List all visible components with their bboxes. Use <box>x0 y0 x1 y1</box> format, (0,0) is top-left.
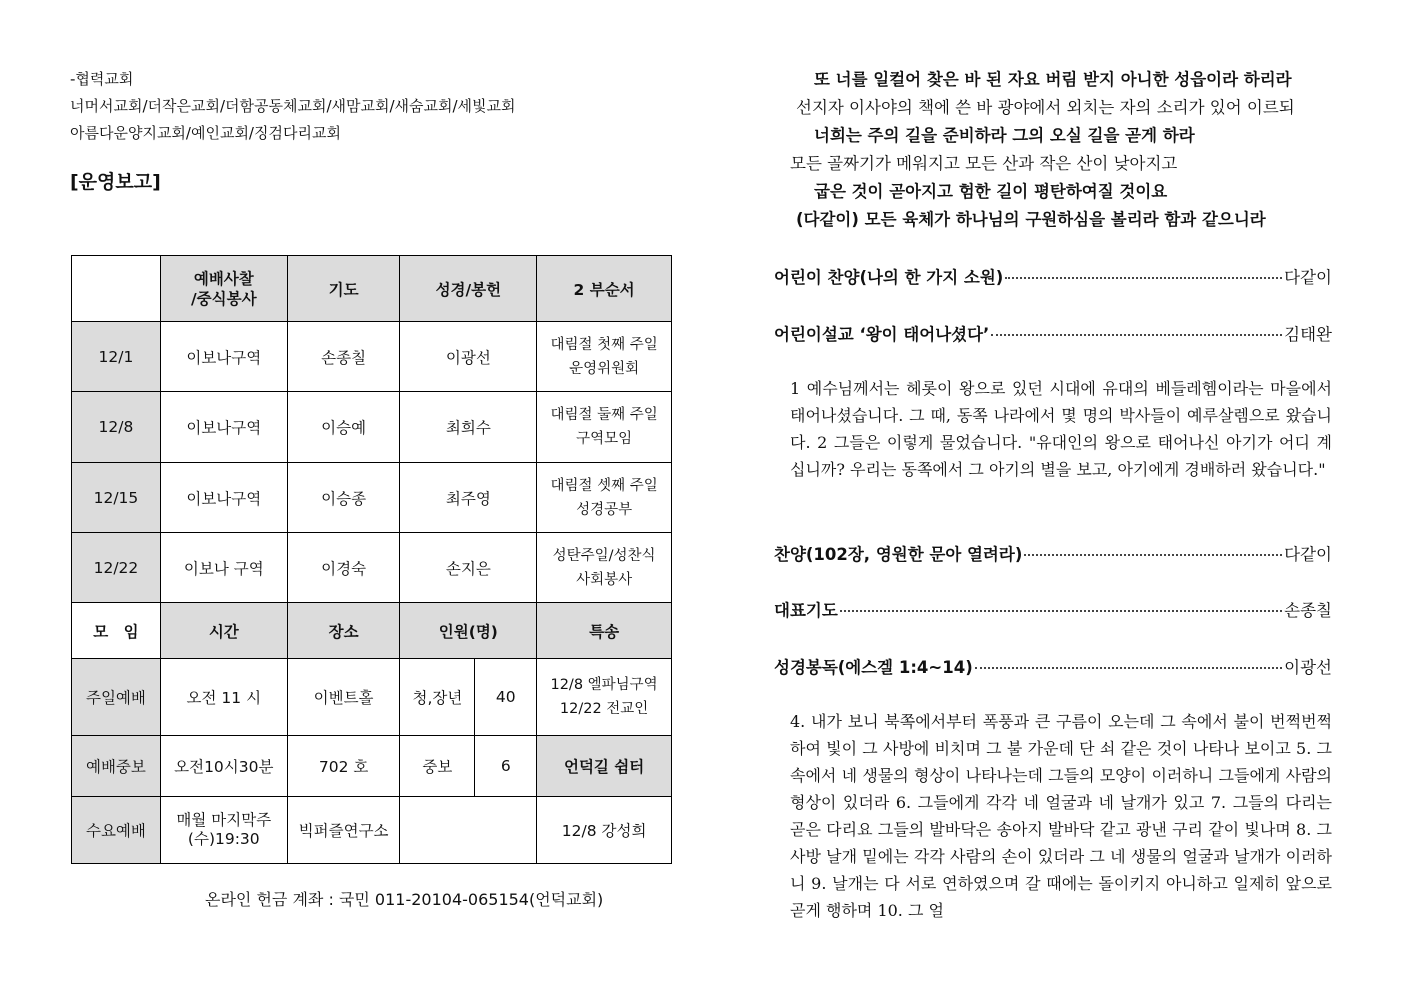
order-title: 어린이설교 ‘왕이 태어나셨다’ <box>774 325 990 344</box>
meeting-name: 예배중보 <box>72 736 161 797</box>
partners-line-2: 아름다운양지교회/예인교회/징검다리교회 <box>70 124 341 142</box>
left-page <box>70 66 680 194</box>
row-date: 12/8 <box>72 392 161 463</box>
verse-line: 너희는 주의 길을 준비하라 그의 오실 길을 곧게 하라 <box>814 126 1195 145</box>
row-service: 이보나 구역 <box>160 533 287 603</box>
row-bible: 손지은 <box>400 533 537 603</box>
order-item <box>774 654 1332 678</box>
row-order: 성탄주일/성찬식 사회봉사 <box>537 533 672 603</box>
row-date: 12/15 <box>72 463 161 533</box>
online-offering-account: 온라인 헌금 계좌 : 국민 011-20104-065154(언덕교회) <box>205 890 604 909</box>
order-leader: 김태완 <box>1284 325 1332 344</box>
partners-line-1: 너머서교회/더작은교회/더함공동체교회/새맘교회/새숨교회/세빛교회 <box>70 97 516 115</box>
table-row <box>72 322 672 392</box>
order-leader: 손종칠 <box>1284 601 1332 620</box>
meeting-group: 중보 <box>400 736 475 797</box>
row-order: 대림절 첫째 주일 운영위원회 <box>537 322 672 392</box>
section-title: [운영보고] <box>70 171 161 193</box>
meeting-row <box>72 797 672 864</box>
verse-line: 모든 골짜기가 메워지고 모든 산과 작은 산이 낮아지고 <box>790 154 1178 173</box>
meeting-time: 오전 11 시 <box>160 659 287 736</box>
leader-dots <box>1024 554 1282 556</box>
order-title: 찬양(102장, 영원한 문아 열려라) <box>774 545 1023 564</box>
row-order: 대림절 둘째 주일 구역모임 <box>537 392 672 463</box>
meeting-place: 이벤트홀 <box>287 659 400 736</box>
order-item <box>774 541 1332 565</box>
row-service: 이보나구역 <box>160 322 287 392</box>
row-bible: 최주영 <box>400 463 537 533</box>
partners-header: -협력교회 <box>70 70 134 88</box>
meeting-name: 수요예배 <box>72 797 161 864</box>
table-row <box>72 463 672 533</box>
verse-block <box>774 66 1334 234</box>
row-service: 이보나구역 <box>160 463 287 533</box>
meeting-time: 오전10시30분 <box>160 736 287 797</box>
meeting-header-special: 특송 <box>537 603 672 659</box>
row-bible: 최희수 <box>400 392 537 463</box>
meeting-header: 모 임 <box>72 603 161 659</box>
meeting-header-place: 장소 <box>287 603 400 659</box>
verse-line: 굽은 것이 곧아지고 험한 길이 평탄하여질 것이요 <box>814 182 1168 201</box>
right-page <box>774 66 1334 234</box>
row-date: 12/1 <box>72 322 161 392</box>
meeting-row <box>72 736 672 797</box>
meeting-group: 청,장년 <box>400 659 475 736</box>
meeting-place: 702 호 <box>287 736 400 797</box>
leader-dots <box>991 334 1282 336</box>
table-row <box>72 392 672 463</box>
meeting-place: 빅퍼즐연구소 <box>287 797 400 864</box>
operations-table <box>71 255 672 864</box>
row-prayer: 이승종 <box>287 463 400 533</box>
meeting-special: 언덕길 쉼터 <box>537 736 672 797</box>
order-item <box>774 321 1332 345</box>
meeting-header-time: 시간 <box>160 603 287 659</box>
meeting-special: 12/8 엘파님구역 12/22 전교인 <box>537 659 672 736</box>
verse-line: 선지자 이사야의 책에 쓴 바 광야에서 외치는 자의 소리가 있어 이르되 <box>796 98 1295 117</box>
verse-line: (다같이) 모든 육체가 하나님의 구원하심을 볼리라 함과 같으니라 <box>796 210 1266 229</box>
order-item <box>774 264 1332 288</box>
partner-churches <box>70 66 680 147</box>
order-title: 어린이 찬양(나의 한 가지 소원) <box>774 268 1004 287</box>
meeting-time: 매월 마지막주 (수)19:30 <box>160 797 287 864</box>
order-leader: 이광선 <box>1284 658 1332 677</box>
order-leader: 다같이 <box>1284 545 1332 564</box>
reading-text: 4. 내가 보니 북쪽에서부터 폭풍과 큰 구름이 오는데 그 속에서 불이 번쩍번쩍하여 빛이 그 사방에 비치며 그 불 가운데 단 쇠 같은 것이 나타나 보이고 5. 그 속에서 네 생물의 형상이 나타나는데 그들의 모양이 이러하니 그들에게 사람의 형상이 있더라 6. 그들에게 각각 네 얼굴과 네 날개가 있고 7. 그들의 다리는 곧은 다리요 그들의 발바닥은 송아지 발바닥 같고 광낸 구리 같이 빛나며 8. 그 사방 날개 밑에는 각각 사람의 손이 있더라 그 네 생물의 얼굴과 날개가 이러하니 9. 날개는 다 서로 연하였으며 갈 때에는 돌이키지 아니하고 일제히 앞으로 곧게 행하며 10. 그 얼 <box>790 712 1332 920</box>
order-item <box>774 597 1332 621</box>
row-service: 이보나구역 <box>160 392 287 463</box>
leader-dots <box>840 610 1282 612</box>
row-prayer: 손종칠 <box>287 322 400 392</box>
verse-line: 또 너를 일컬어 찾은 바 된 자요 버림 받지 아니한 성읍이라 하리라 <box>814 70 1292 89</box>
meeting-count: 6 <box>475 736 537 797</box>
header-order: 2 부순서 <box>537 256 672 322</box>
leader-dots <box>1005 277 1282 279</box>
header-prayer: 기도 <box>287 256 400 322</box>
row-order: 대림절 셋째 주일 성경공부 <box>537 463 672 533</box>
row-bible: 이광선 <box>400 322 537 392</box>
header-blank <box>72 256 161 322</box>
table-row <box>72 533 672 603</box>
order-leader: 다같이 <box>1284 268 1332 287</box>
row-date: 12/22 <box>72 533 161 603</box>
meeting-special: 12/8 강성희 <box>537 797 672 864</box>
header-service: 예배사찰 /중식봉사 <box>160 256 287 322</box>
order-title: 성경봉독(에스겔 1:4~14) <box>774 658 973 677</box>
meeting-name: 주일예배 <box>72 659 161 736</box>
sermon-text: 1 예수님께서는 헤롯이 왕으로 있던 시대에 유대의 베들레헴이라는 마을에서 태어나셨습니다. 그 때, 동쪽 나라에서 몇 명의 박사들이 예루살렘으로 왔습니다. 2 그들은 이렇게 물었습니다. "유대인의 왕으로 태어나신 아기가 어디 계십니까? 우리는 동쪽에서 그 아기의 별을 보고, 아기에게 경배하러 왔습니다." <box>790 379 1332 479</box>
leader-dots <box>975 667 1282 669</box>
meeting-count: 40 <box>475 659 537 736</box>
meeting-row <box>72 659 672 736</box>
header-bible: 성경/봉헌 <box>400 256 537 322</box>
row-prayer: 이경숙 <box>287 533 400 603</box>
meeting-group <box>400 797 537 864</box>
order-title: 대표기도 <box>774 601 838 620</box>
meeting-header-count: 인원(명) <box>400 603 537 659</box>
row-prayer: 이승예 <box>287 392 400 463</box>
